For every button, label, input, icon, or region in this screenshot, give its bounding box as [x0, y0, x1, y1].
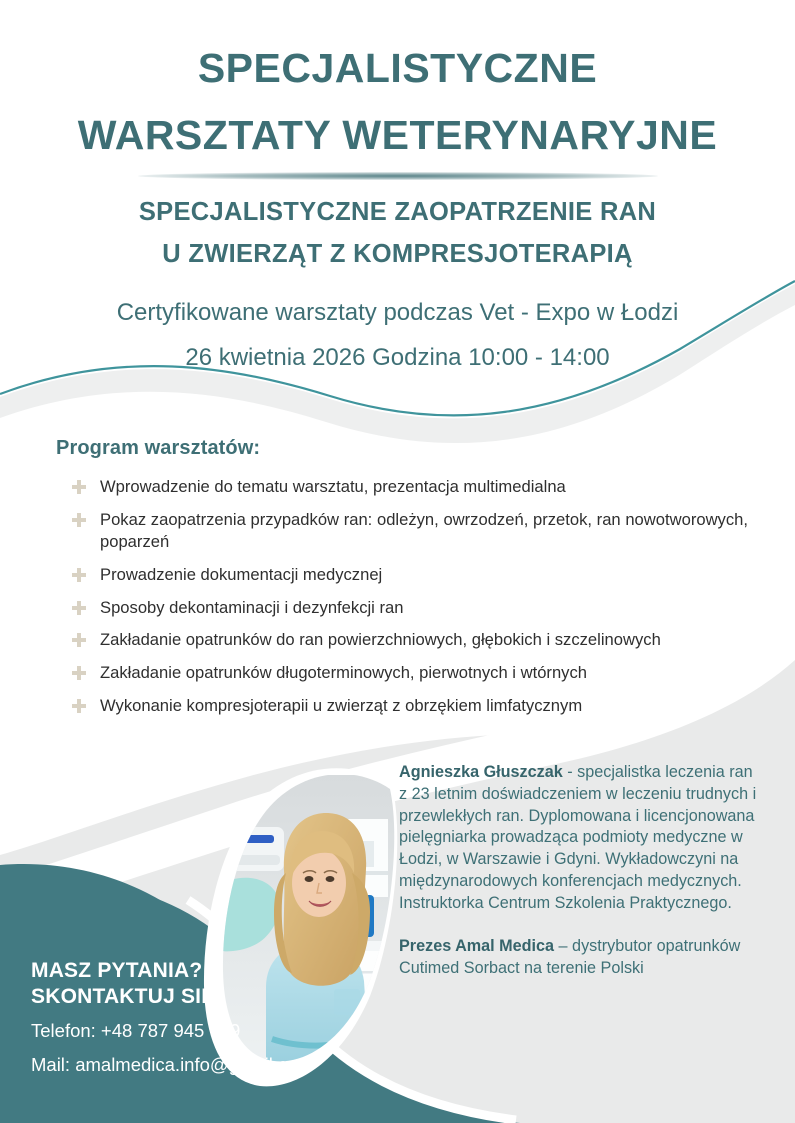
event-date-time-line: 26 kwietnia 2026 Godzina 10:00 - 14:00 — [185, 344, 610, 371]
contact-phone[interactable]: Telefon: +48 787 945 029 — [31, 1020, 241, 1042]
event-location-line: Certyfikowane warsztaty podczas Vet - Expo w Łodzi — [116, 299, 679, 326]
list-item-label: Zakładanie opatrunków długoterminowych, pierwotnych i wtórnych — [100, 663, 587, 683]
cross-bullet-icon — [72, 699, 86, 713]
poster-title-line-1: SPECJALISTYCZNE — [197, 45, 598, 91]
bio-paragraph-primary — [399, 762, 761, 914]
program-list — [56, 476, 746, 717]
cross-bullet-icon — [72, 568, 86, 582]
program-section — [56, 437, 746, 717]
list-item — [56, 629, 748, 651]
cross-bullet-icon — [72, 513, 86, 527]
list-item-label: Sposoby dekontaminacji i dezynfekcji ran — [100, 597, 404, 617]
presenter-bio — [399, 762, 761, 980]
poster-subtitle-line-1: SPECJALISTYCZNE ZAOPATRZENIE RAN — [138, 198, 657, 226]
cross-bullet-icon — [72, 666, 86, 680]
cross-bullet-icon — [72, 633, 86, 647]
list-item — [56, 476, 748, 498]
list-item — [56, 564, 748, 586]
program-heading: Program warsztatów: — [56, 437, 261, 459]
bio-paragraph-secondary — [399, 936, 761, 980]
list-item-label: Zakładanie opatrunków do ran powierzchniowych, głębokich i szczelinowych — [100, 630, 661, 650]
list-item — [56, 695, 748, 717]
presenter-role: Prezes Amal Medica — [399, 937, 555, 956]
cross-bullet-icon — [72, 480, 86, 494]
list-item-label: Wykonanie kompresjoterapii u zwierząt z obrzękiem limfatycznym — [100, 696, 583, 716]
list-item-label: Prowadzenie dokumentacji medycznej — [100, 564, 383, 584]
contact-section — [31, 958, 371, 1074]
contact-heading-line-2: SKONTAKTUJ SIĘ: — [31, 984, 223, 1008]
poster-subtitle-line-2: U ZWIERZĄT Z KOMPRESJOTERAPIĄ — [162, 239, 633, 268]
contact-email[interactable]: Mail: amalmedica.info@gmail.com — [31, 1053, 313, 1075]
title-divider — [138, 172, 658, 180]
list-item-label: Pokaz zaopatrzenia przypadków ran: odleżyn, owrzodzeń, przetok, ran nowotworowych, poparzeń — [100, 509, 748, 551]
cross-bullet-icon — [72, 601, 86, 615]
list-item — [56, 509, 748, 553]
poster-title-line-2: WARSZTATY WETERYNARYJNE — [77, 112, 718, 158]
list-item-label: Wprowadzenie do tematu warsztatu, prezentacja multimedialna — [100, 477, 566, 496]
contact-heading-line-1: MASZ PYTANIA? — [31, 959, 203, 982]
list-item — [56, 597, 748, 619]
bio-paragraph-secondary-text: – dystrybutor opatrunków Cutimed Sorbact na terenie Polski — [399, 937, 741, 978]
list-item — [56, 662, 748, 684]
presenter-name: Agnieszka Głuszczak — [399, 763, 563, 781]
bio-paragraph-primary-text: - specjalistka leczenia ran z 23 letnim doświadczeniem w leczeniu trudnych i przewlekłych ran. Dyplomowana i licencjonowana pielęgniarka prowadząca podmioty medyczne w Łodzi, w Warszawie i Gdyni. Wykładowczyni na międzynarodowych konferencjach medycznych. Instruktorka Centrum Szkolenia Praktycznego. — [399, 763, 757, 912]
poster-header — [0, 0, 795, 370]
